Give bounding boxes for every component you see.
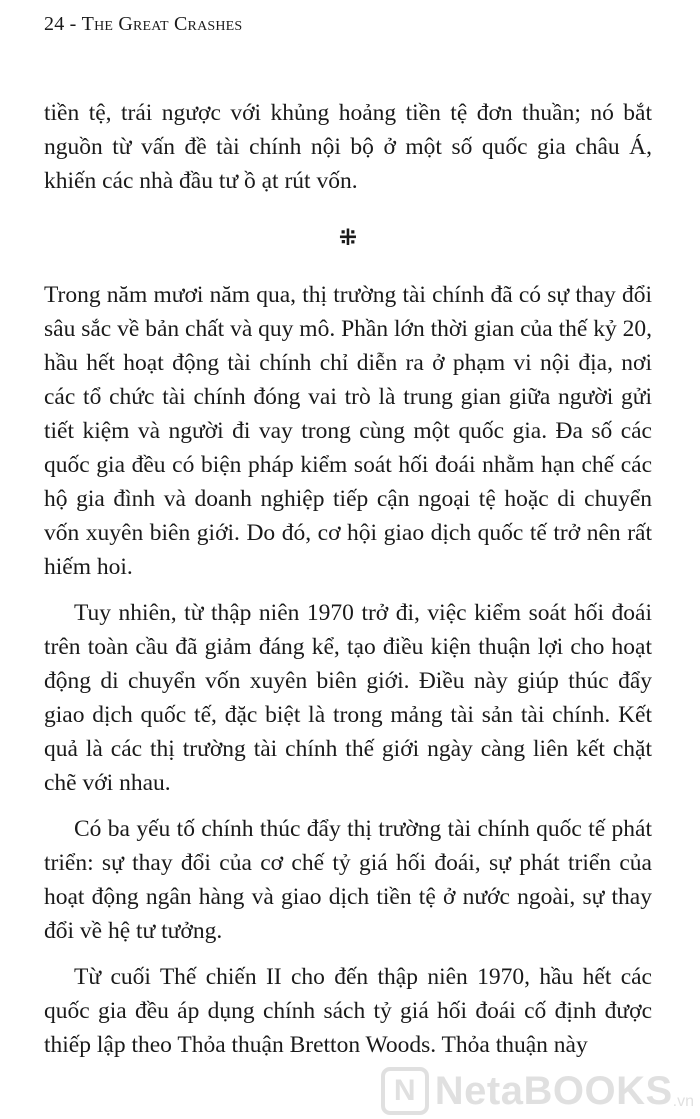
watermark-suffix: .vn	[672, 1093, 694, 1110]
running-header	[44, 10, 242, 38]
continued-paragraph: tiền tệ, trái ngược với khủng hoảng tiền tệ đơn thuần; nó bắt nguồn từ vấn đề tài chính nội bộ ở một số quốc gia châu Á, khiến các nhà đầu tư ồ ạt rút vốn.	[44, 100, 652, 194]
paragraph-4: Từ cuối Thế chiến II cho đến thập niên 1970, hầu hết các quốc gia đều áp dụng chính sách tỷ giá hối đoái cố định được thiếp lập theo Thỏa thuận Bretton Woods. Thỏa thuận này	[44, 964, 652, 1058]
paragraph-3: Có ba yếu tố chính thúc đẩy thị trường tài chính quốc tế phát triển: sự thay đổi của cơ chế tỷ giá hối đoái, sự phát triển của hoạt động ngân hàng và giao dịch tiền tệ ở nước ngoài, sự thay đổi về hệ tư tưởng.	[44, 816, 652, 944]
netabooks-logo-icon	[381, 1067, 429, 1115]
paragraph-1: Trong năm mươi năm qua, thị trường tài chính đã có sự thay đổi sâu sắc về bản chất và quy mô. Phần lớn thời gian của thế kỷ 20, hầu hết hoạt động tài chính chỉ diễn ra ở phạm vi nội địa, nơi các tổ chức tài chính đóng vai trò là trung gian giữa người gửi tiết kiệm và người đi vay trong cùng một quốc gia. Đa số các quốc gia đều có biện pháp kiểm soát hối đoái nhằm hạn chế các hộ gia đình và doanh nghiệp tiếp cận ngoại tệ hoặc di chuyển vốn xuyên biên giới. Do đó, cơ hội giao dịch quốc tế trở nên rất hiếm hoi.	[44, 282, 652, 580]
book-title: The Great Crashes	[81, 13, 243, 35]
section-break-ornament: ⁜	[338, 226, 358, 251]
header-separator: -	[64, 13, 82, 35]
publisher-watermark	[381, 1067, 694, 1115]
page-body	[44, 96, 652, 1062]
logo-letter: N	[393, 1074, 416, 1107]
watermark-text: NetaBOOKS	[434, 1068, 673, 1113]
page-number: 24	[44, 13, 65, 35]
paragraph-2: Tuy nhiên, từ thập niên 1970 trở đi, việc kiểm soát hối đoái trên toàn cầu đã giảm đáng kể, tạo điều kiện thuận lợi cho hoạt động di chuyển vốn xuyên biên giới. Điều này giúp thúc đẩy giao dịch quốc tế, đặc biệt là trong mảng tài sản tài chính. Kết quả là các thị trường tài chính thế giới ngày càng liên kết chặt chẽ với nhau.	[44, 600, 652, 796]
